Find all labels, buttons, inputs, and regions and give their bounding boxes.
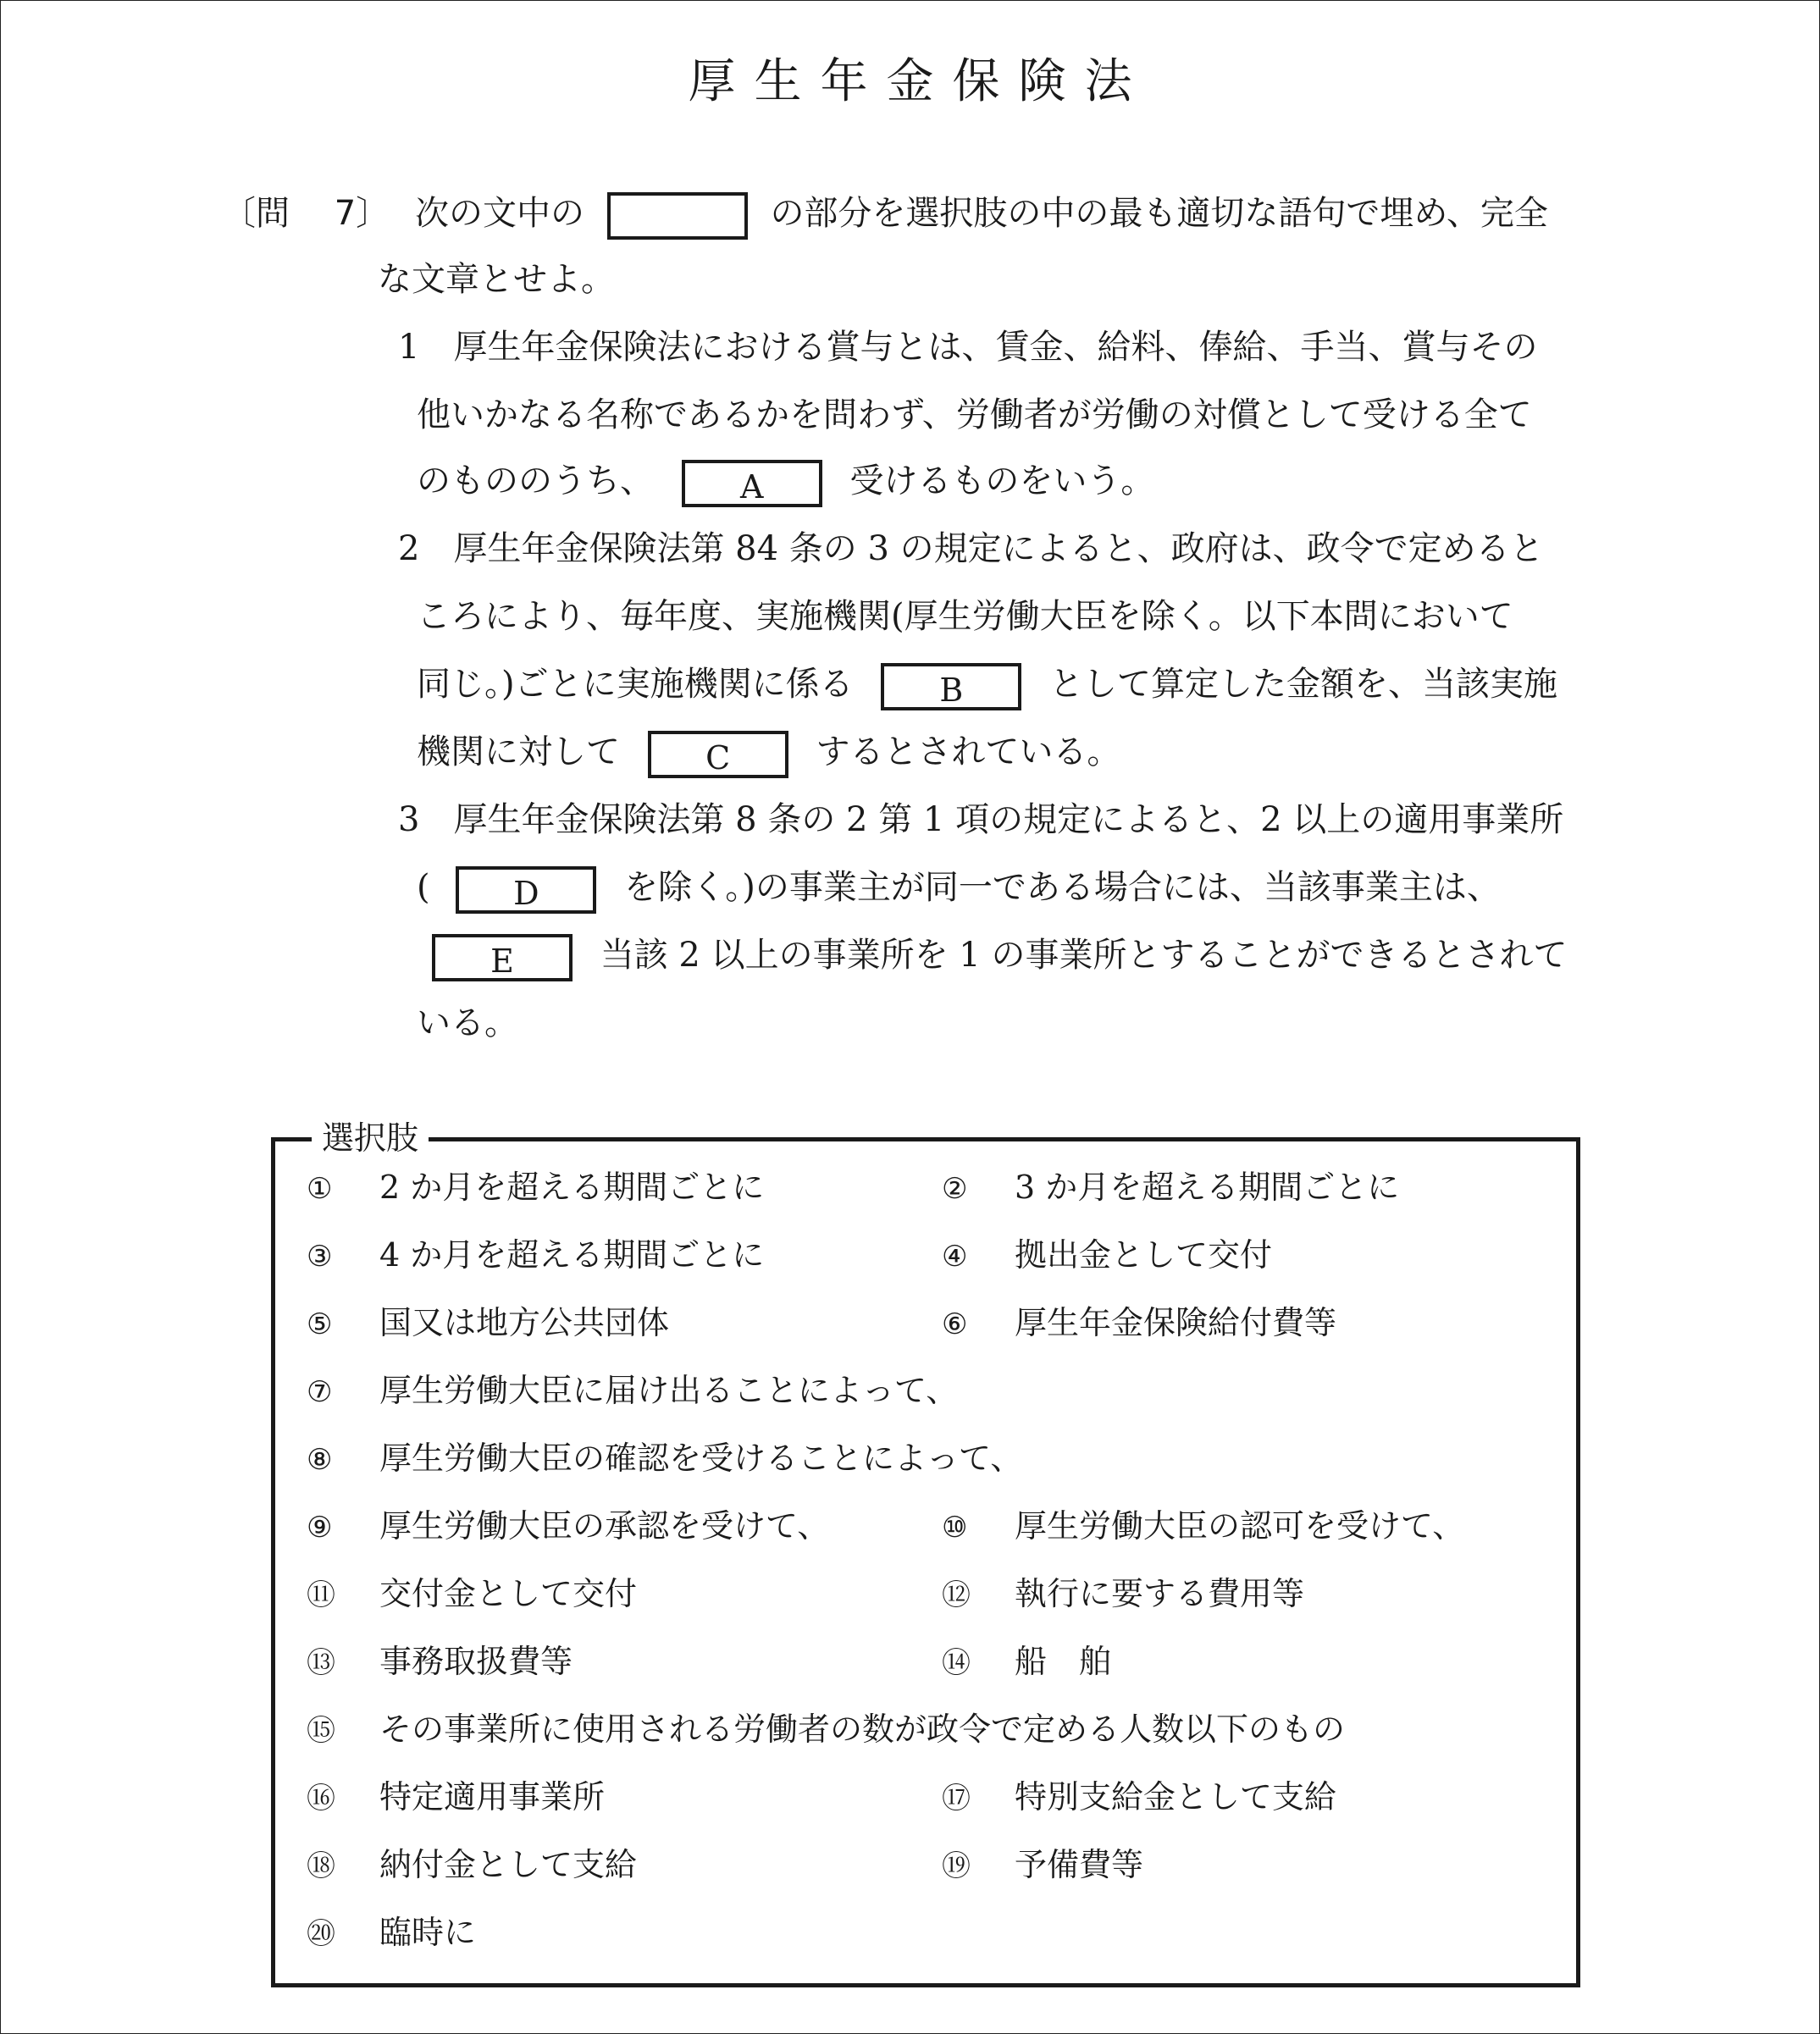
choice-number: ⑥	[942, 1307, 968, 1341]
item1-line3	[417, 456, 1154, 507]
choice-number: ③	[307, 1240, 333, 1274]
item3-line1: 3 厚生年金保険法第 8 条の 2 第 1 項の規定によると、2 以上の適用事業所	[398, 800, 1564, 839]
choice-2	[942, 1163, 1399, 1213]
choice-number: ⑪	[307, 1578, 335, 1612]
choice-number: ⑤	[307, 1307, 333, 1341]
choice-number: ⑩	[942, 1511, 968, 1545]
choice-text: 執行に要する費用等	[1015, 1575, 1305, 1612]
item2-text-d: するとされている。	[816, 732, 1121, 771]
choice-text: その事業所に使用される労働者の数が政令で定める人数以下のもの	[379, 1711, 1346, 1748]
blank-a: A	[682, 460, 822, 507]
item1-text-a: のもののうち、	[417, 462, 654, 500]
choice-text: 厚生年金保険給付費等	[1015, 1304, 1337, 1341]
choice-19	[942, 1841, 1143, 1890]
choice-14	[942, 1638, 1111, 1687]
choice-4	[942, 1231, 1272, 1280]
choice-text: 予備費等	[1015, 1846, 1144, 1883]
choice-7	[307, 1367, 958, 1416]
choice-number: ⑧	[307, 1443, 333, 1477]
item3-text-b: 当該 2 以上の事業所を 1 の事業所とすることができるとされて	[600, 936, 1568, 975]
choices-legend: 選択肢	[312, 1114, 429, 1162]
choice-text: 厚生労働大臣の認可を受けて、	[1015, 1507, 1465, 1545]
choice-number: ⑭	[942, 1646, 971, 1680]
choice-9	[307, 1502, 829, 1551]
choice-number: ⑬	[307, 1646, 335, 1680]
example-blank	[607, 192, 748, 240]
choice-number: ②	[942, 1172, 968, 1206]
page-title: 厚生年金保険法	[688, 54, 1151, 109]
choice-13	[307, 1638, 573, 1687]
blank-c: C	[648, 731, 788, 778]
choice-text: 国又は地方公共団体	[379, 1304, 670, 1341]
choice-number: ⑫	[942, 1578, 971, 1612]
choice-text: 交付金として交付	[379, 1575, 638, 1612]
choice-number: ⑱	[307, 1849, 335, 1883]
choice-number: ⑯	[307, 1782, 335, 1816]
choice-number: ⑮	[307, 1714, 335, 1748]
choice-10	[942, 1502, 1464, 1551]
item1-line1: 1 厚生年金保険法における賞与とは、賃金、給料、俸給、手当、賞与その	[398, 328, 1538, 367]
intro-text-2: の部分を選択肢の中の最も適切な語句で埋め、完全	[770, 194, 1548, 233]
choice-20	[307, 1909, 476, 1958]
question-intro	[415, 188, 1548, 240]
choice-text: 厚生労働大臣に届け出ることによって、	[379, 1372, 959, 1409]
choice-text: 2 か月を超える期間ごとに	[379, 1169, 765, 1206]
choice-6	[942, 1299, 1336, 1348]
item3-text-a: を除く。)の事業主が同一である場合には、当該事業主は、	[624, 868, 1501, 907]
choice-text: 特別支給金として支給	[1015, 1778, 1337, 1816]
item1-text-b: 受けるものをいう。	[849, 462, 1155, 500]
item3-line2	[417, 862, 1501, 914]
choice-text: 船 舶	[1015, 1643, 1112, 1680]
item2-line1: 2 厚生年金保険法第 84 条の 3 の規定によると、政府は、政令で定めると	[398, 529, 1544, 568]
item1-line2: 他いかなる名称であるかを問わず、労働者が労働の対償として受ける全て	[417, 395, 1532, 434]
item2-text-c: 機関に対して	[417, 732, 620, 771]
item3-line4: いる。	[417, 1003, 518, 1042]
choice-1	[307, 1163, 764, 1213]
choice-18	[307, 1841, 637, 1890]
question-number: 〔問 7〕	[222, 194, 390, 233]
choice-number: ⑨	[307, 1511, 333, 1545]
choice-text: 納付金として支給	[379, 1846, 638, 1883]
choice-text: 事務取扱費等	[379, 1643, 573, 1680]
choice-16	[307, 1773, 605, 1822]
question-intro-line2: な文章とせよ。	[378, 260, 615, 299]
choice-text: 特定適用事業所	[379, 1778, 606, 1816]
blank-d: D	[456, 866, 596, 914]
choice-text: 4 か月を超える期間ごとに	[379, 1236, 765, 1274]
intro-text-1: 次の文中の	[415, 194, 584, 233]
choice-text: 3 か月を超える期間ごとに	[1015, 1169, 1400, 1206]
blank-b: B	[881, 663, 1021, 710]
choice-number: ⑳	[307, 1917, 335, 1951]
blank-e: E	[432, 934, 573, 981]
choice-3	[307, 1231, 764, 1280]
choice-text: 厚生労働大臣の承認を受けて、	[379, 1507, 830, 1545]
choice-5	[307, 1299, 669, 1348]
item2-line4	[417, 727, 1120, 778]
choice-8	[307, 1434, 1022, 1484]
choice-15	[307, 1705, 1345, 1755]
choice-text: 厚生労働大臣の確認を受けることによって、	[379, 1440, 1023, 1477]
choice-number: ④	[942, 1240, 968, 1274]
choice-17	[942, 1773, 1336, 1822]
item3-line3	[432, 930, 1567, 981]
choice-number: ⑰	[942, 1782, 971, 1816]
item3-paren: (	[417, 868, 430, 907]
item2-text-a: 同じ。)ごとに実施機関に係る	[417, 665, 854, 704]
choice-text: 臨時に	[379, 1914, 477, 1951]
item2-text-b: として算定した金額を、当該実施	[1049, 665, 1558, 704]
choice-number: ①	[307, 1172, 333, 1206]
choice-number: ⑦	[307, 1375, 333, 1409]
choice-11	[307, 1570, 637, 1619]
choice-12	[942, 1570, 1304, 1619]
choice-text: 拠出金として交付	[1015, 1236, 1273, 1274]
item2-line2: ころにより、毎年度、実施機関(厚生労働大臣を除く。以下本問において	[417, 597, 1513, 636]
choice-number: ⑲	[942, 1849, 971, 1883]
item2-line3	[417, 659, 1557, 710]
